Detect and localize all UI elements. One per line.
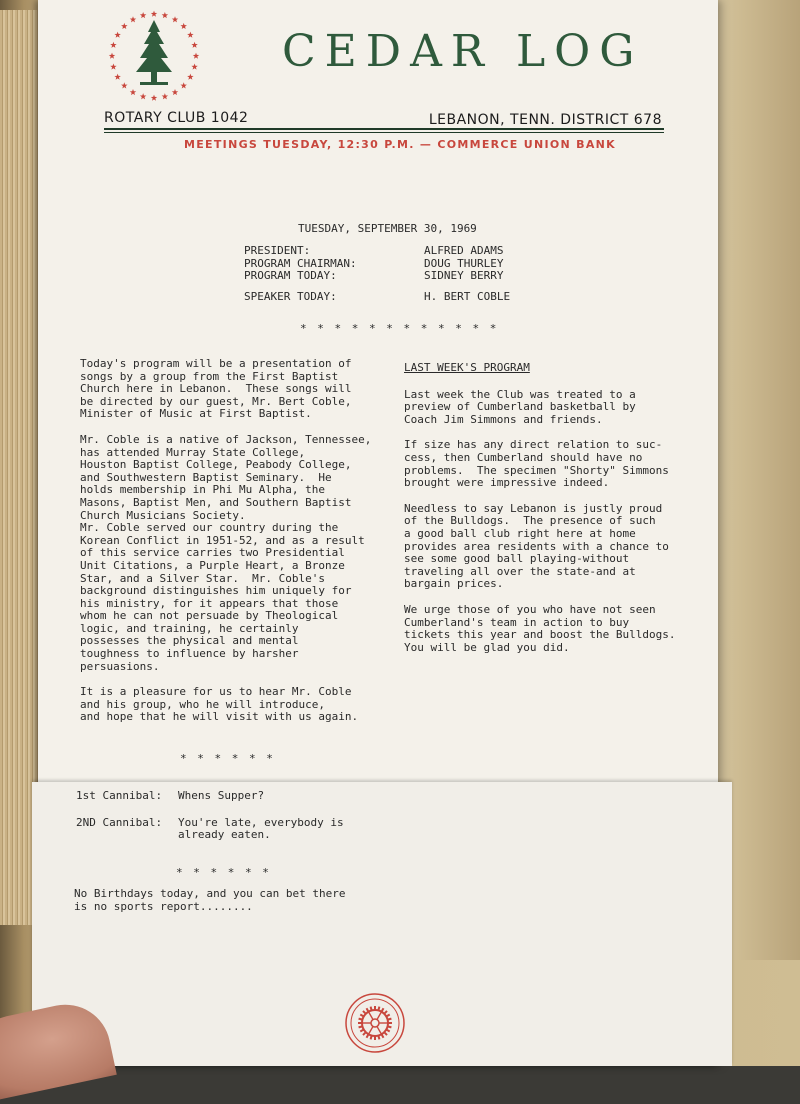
text-line: be directed by our guest, Mr. Bert Coble,	[80, 394, 352, 408]
last-week-paragraph	[404, 503, 704, 591]
officer-label: PROGRAM CHAIRMAN:	[244, 256, 357, 270]
text-line: tickets this year and boost the Bulldogs.	[404, 628, 676, 642]
club-name: ROTARY CLUB 1042	[104, 110, 249, 126]
text-line: see some good ball playing-without	[404, 552, 630, 566]
text-line: a good ball club right here at home	[404, 526, 636, 540]
seal-spoke	[377, 1012, 382, 1020]
text-line: persuasions.	[80, 659, 160, 673]
speaker-name: H. BERT COBLE	[424, 289, 511, 303]
text-line: holds membership in Phi Mu Alpha, the	[80, 483, 326, 497]
text-line: cess, then Cumberland should have no	[404, 450, 643, 464]
text-line: You're late, everybody is	[178, 815, 344, 829]
left-column	[80, 358, 400, 737]
cedar-tree-star-ring-icon	[104, 6, 204, 106]
text-line: Needless to say Lebanon is justly proud	[404, 501, 663, 515]
text-line: You will be glad you did.	[404, 640, 570, 654]
text-line: toughness to influence by harsher	[80, 647, 299, 661]
star-mark	[162, 93, 168, 99]
joke-section	[76, 790, 344, 856]
masthead-rule	[104, 128, 664, 130]
star-mark	[140, 93, 146, 99]
seal-spoke	[369, 1012, 374, 1020]
officer-name: ALFRED ADAMS	[424, 244, 504, 257]
text-line: provides area residents with a chance to	[404, 539, 669, 553]
joke-speaker: 2ND Cannibal:	[76, 815, 163, 829]
text-line: whom he can not persuade by Theological	[80, 609, 339, 623]
closing-note	[74, 888, 346, 913]
star-mark	[172, 89, 178, 95]
text-line: background distinguishes him uniquely for	[80, 584, 352, 598]
star-mark	[140, 12, 146, 18]
star-mark	[151, 11, 157, 17]
star-mark	[114, 74, 120, 80]
text-line: possesses the physical and mental	[80, 634, 299, 648]
joke-speaker: 1st Cannibal:	[76, 789, 163, 802]
section-heading: LAST WEEK'S PROGRAM	[404, 361, 530, 374]
divider-stars: * * * * * * * * * * * *	[300, 322, 499, 335]
star-mark	[130, 16, 136, 22]
divider-stars: * * * * * *	[180, 752, 275, 765]
text-line: has attended Murray State College,	[80, 445, 306, 459]
star-mark	[162, 12, 168, 18]
text-line: traveling all over the state-and at	[404, 564, 636, 578]
text-line: logic, and training, he certainly	[80, 621, 299, 635]
star-mark	[110, 63, 116, 69]
star-mark	[121, 82, 127, 88]
star-mark	[191, 42, 197, 48]
text-line: songs by a group from the First Baptist	[80, 369, 339, 383]
text-line: No Birthdays today, and you can bet there	[74, 887, 346, 900]
officer-label: PRESIDENT:	[244, 244, 311, 257]
text-line: problems. The specimen "Shorty" Simmons	[404, 463, 669, 477]
star-mark	[191, 63, 197, 69]
text-line: and hope that he will visit with us again.	[80, 710, 359, 724]
star-mark	[193, 53, 199, 59]
text-line: Coach Jim Simmons and friends.	[404, 412, 603, 426]
text-line: Church Musicians Society.	[80, 508, 246, 522]
club-location: LEBANON, TENN. DISTRICT 678	[428, 112, 662, 128]
speaker-row	[244, 291, 510, 304]
seal-spoke	[369, 1026, 374, 1034]
last-week-paragraph	[404, 439, 704, 489]
joke-line	[76, 790, 344, 803]
joke-text	[178, 817, 344, 842]
officer-name: DOUG THURLEY	[424, 256, 504, 270]
text-line: and his group, who he will introduce,	[80, 697, 326, 711]
star-mark	[121, 23, 127, 29]
program-paragraph	[80, 358, 400, 421]
star-mark	[109, 53, 115, 59]
star-mark	[187, 74, 193, 80]
speaker-label: SPEAKER TODAY:	[244, 289, 337, 303]
officer-label: PROGRAM TODAY:	[244, 269, 337, 282]
seal-spoke	[377, 1026, 382, 1034]
star-mark	[114, 32, 120, 38]
last-week-paragraph	[404, 604, 704, 654]
divider-stars: * * * * * *	[176, 866, 271, 879]
officer-name: SIDNEY BERRY	[424, 269, 504, 282]
text-line: brought were impressive indeed.	[404, 476, 610, 490]
text-line: bargain prices.	[404, 577, 504, 591]
text-line: Mr. Coble served our country during the	[80, 521, 339, 535]
text-line: Mr. Coble is a native of Jackson, Tennessee,	[80, 432, 372, 446]
text-line: preview of Cumberland basketball by	[404, 400, 636, 414]
issue-date: TUESDAY, SEPTEMBER 30, 1969	[298, 222, 477, 235]
text-line: and Southwestern Baptist Seminary. He	[80, 470, 332, 484]
star-mark	[130, 89, 136, 95]
meeting-info: MEETINGS TUESDAY, 12:30 P.M. — COMMERCE UNION BANK	[184, 138, 616, 151]
right-column	[404, 362, 704, 667]
star-mark	[187, 32, 193, 38]
rotary-wheel-seal-icon	[344, 992, 406, 1054]
text-line: Cumberland's team in action to buy	[404, 615, 630, 629]
officer-row	[244, 245, 510, 258]
text-line: of this service carries two Presidential	[80, 546, 345, 560]
officers-list	[244, 245, 510, 303]
star-mark	[151, 95, 157, 101]
text-line: Houston Baptist College, Peabody College,	[80, 458, 352, 472]
officer-row	[244, 270, 510, 283]
joke-text: Whens Supper?	[178, 789, 265, 802]
joke-line	[76, 817, 344, 842]
text-line: Minister of Music at First Baptist.	[80, 407, 312, 421]
star-mark	[172, 16, 178, 22]
closing-paragraph	[80, 686, 400, 724]
text-line: We urge those of you who have not seen	[404, 602, 656, 616]
text-line: of the Bulldogs. The presence of such	[404, 514, 656, 528]
text-line: his ministry, for it appears that those	[80, 596, 339, 610]
text-line: is no sports report........	[74, 899, 253, 913]
text-line: Last week the Club was treated to a	[404, 387, 636, 401]
text-line: If size has any direct relation to suc-	[404, 438, 663, 452]
text-line: Masons, Baptist Men, and Southern Baptist	[80, 495, 352, 509]
text-line: Church here in Lebanon. These songs will	[80, 382, 352, 396]
speaker-bio-paragraph	[80, 434, 400, 673]
text-line: already eaten.	[178, 828, 271, 842]
text-line: Korean Conflict in 1951-52, and as a result	[80, 533, 365, 547]
masthead-rule-thin	[104, 132, 664, 133]
star-mark	[180, 82, 186, 88]
text-line: Star, and a Silver Star. Mr. Coble's	[80, 571, 326, 585]
star-mark	[180, 23, 186, 29]
text-line: Unit Citations, a Purple Heart, a Bronze	[80, 558, 345, 572]
last-week-paragraph	[404, 389, 704, 427]
star-mark	[110, 42, 116, 48]
text-line: It is a pleasure for us to hear Mr. Coble	[80, 685, 352, 699]
newsletter-title: CEDAR LOG	[282, 26, 644, 77]
text-line: Today's program will be a presentation of	[80, 357, 352, 370]
